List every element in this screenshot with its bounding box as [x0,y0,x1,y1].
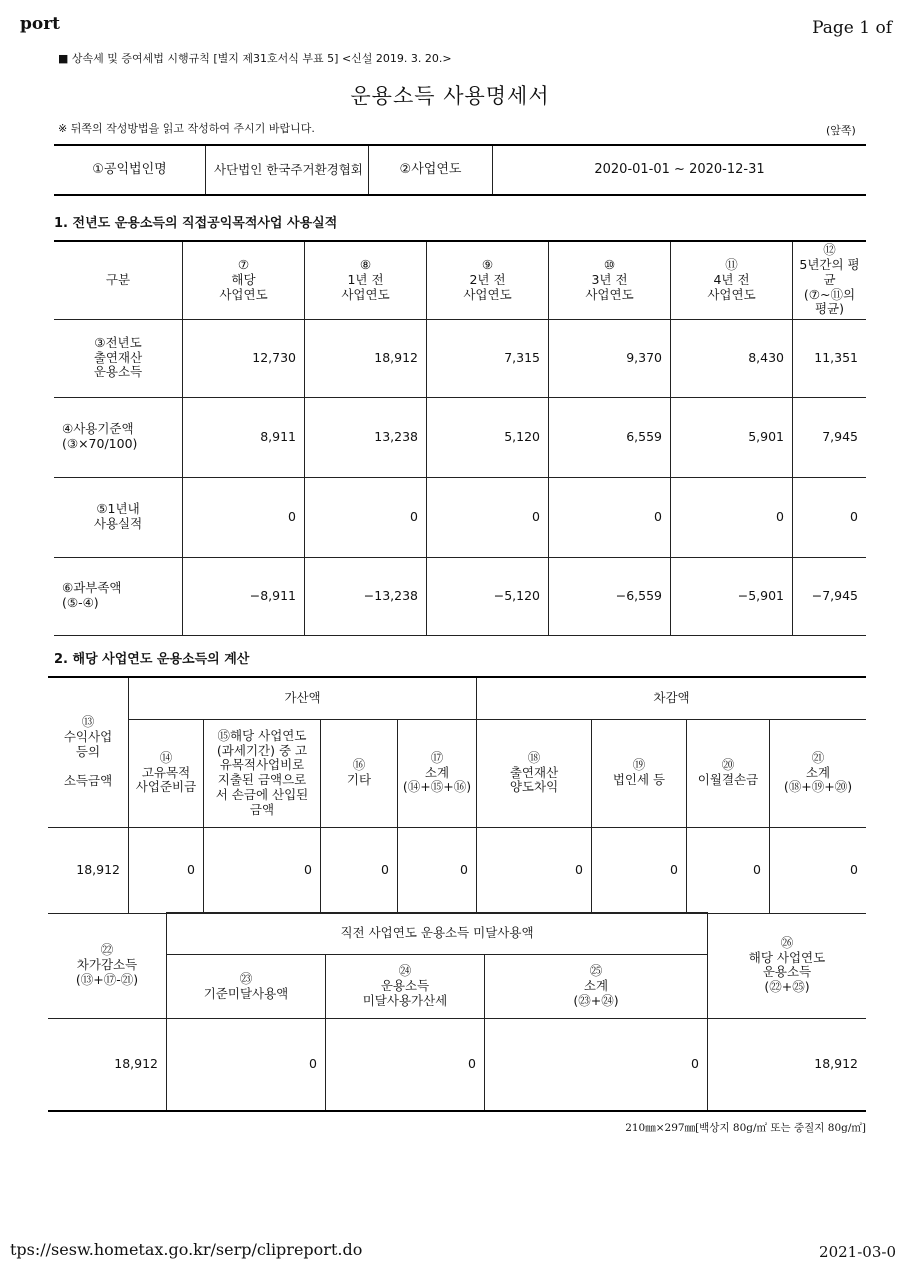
s1-row-label: ③전년도 출연재산 운용소득 [54,319,183,397]
s2-cell: 0 [167,1019,326,1111]
s2-header-capital-gain: ⑱ 출연재산 양도차익 [477,719,592,827]
s1-cell: −5,901 [671,557,793,635]
s1-cell: 0 [671,477,793,557]
s2-cell: 0 [477,827,592,913]
s2-group-additions: 가산액 [129,677,477,719]
document-title: 운용소득 사용명세서 [350,84,550,108]
s2-cell: 0 [321,827,398,913]
form-reference: ■ 상속세 및 증여세법 시행규칙 [별지 제31호서식 부표 5] <신설 2019. 3. 20.> [58,52,452,65]
s2-cell: 0 [326,1019,485,1111]
s2-group-prev-shortfall: 직전 사업연도 운용소득 미달사용액 [167,913,708,955]
fiscal-year-label: ②사업연도 [369,145,493,195]
s2-header-add-subtotal: ⑰ 소계 (⑭+⑮+⑯) [398,719,477,827]
s2-cell: 0 [592,827,687,913]
s2-header-net-income: ㉒ 차가감소득 (⑬+⑰-㉑) [48,913,167,1019]
s2-header-penalty-tax: ㉔ 운용소득 미달사용가산세 [326,955,485,1019]
s2-cell: 0 [129,827,204,913]
s1-cell: −7,945 [793,557,867,635]
section2-title: 2. 해당 사업연도 운용소득의 계산 [54,652,250,667]
s1-cell: 0 [305,477,427,557]
s1-cell: 7,315 [427,319,549,397]
s1-cell: 6,559 [549,397,671,477]
section1-title: 1. 전년도 운용소득의 직접공익목적사업 사용실적 [54,216,338,231]
s1-cell: −5,120 [427,557,549,635]
section1-table [54,240,866,636]
s1-cell: 0 [427,477,549,557]
s1-header-4y-prior: ⑪ 4년 전 사업연도 [671,241,793,319]
table-row [54,557,866,635]
s2-header-corp-tax: ⑲ 법인세 등 [592,719,687,827]
s2-cell: 0 [485,1019,708,1111]
s2-header-below-standard: ㉓ 기준미달사용액 [167,955,326,1019]
s2-header-sub-subtotal: ㉑ 소계 (⑱+⑲+⑳) [770,719,867,827]
s1-cell: 7,945 [793,397,867,477]
info-table [54,144,866,196]
s2-cell: 18,912 [708,1019,867,1111]
s1-cell: −13,238 [305,557,427,635]
s1-header-category: 구분 [54,241,183,319]
paper-spec-footnote: 210㎜×297㎜[백상지 80g/㎡ 또는 중질지 80g/㎡] [625,1122,866,1134]
table-row [54,397,866,477]
s1-cell: 18,912 [305,319,427,397]
table-row [48,1019,866,1111]
s1-cell: 9,370 [549,319,671,397]
table-row [54,477,866,557]
s1-header-3y-prior: ⑩ 3년 전 사업연도 [549,241,671,319]
table-row [48,827,866,913]
s1-row-label: ④사용기준액 (③×70/100) [54,397,183,477]
s1-row-label: ⑤1년내 사용실적 [54,477,183,557]
s2-cell: 0 [398,827,477,913]
s1-cell: 8,911 [183,397,305,477]
s1-row-label: ⑥과부족액 (⑤-④) [54,557,183,635]
instruction-note: ※ 뒤쪽의 작성방법을 읽고 작성하여 주시기 바랍니다. [58,122,315,135]
s1-cell: 0 [183,477,305,557]
s2-cell: 0 [687,827,770,913]
s2-header-operating-income: ㉖ 해당 사업연도 운용소득 (㉒+㉕) [708,913,867,1019]
table-row [54,319,866,397]
front-side-label: (앞쪽) [826,124,856,137]
s2-cell: 18,912 [48,827,129,913]
s1-cell: 13,238 [305,397,427,477]
section2-table [48,676,866,914]
s2-header-reserve: ⑭ 고유목적 사업준비금 [129,719,204,827]
s1-cell: 0 [793,477,867,557]
s1-cell: 11,351 [793,319,867,397]
s1-cell: 5,120 [427,397,549,477]
section2-table-b [48,912,866,1112]
corp-name-value: 사단법인 한국주거환경협회 [206,145,369,195]
s2-group-deductions: 차감액 [477,677,867,719]
browser-url: tps://sesw.hometax.go.kr/serp/clipreport.do [10,1240,363,1259]
s1-cell: 0 [549,477,671,557]
s1-header-5y-average: ⑫ 5년간의 평균 (⑦~⑪의 평균) [793,241,867,319]
corp-name-label: ①공익법인명 [54,145,206,195]
s1-cell: 8,430 [671,319,793,397]
s2-header-other: ⑯ 기타 [321,719,398,827]
s1-header-1y-prior: ⑧ 1년 전 사업연도 [305,241,427,319]
s2-header-business-income: ⑬ 수익사업 등의 소득금액 [48,677,129,827]
s1-cell: 5,901 [671,397,793,477]
s2-header-prev-subtotal: ㉕ 소계 (㉓+㉔) [485,955,708,1019]
s2-header-loss-carryforward: ⑳ 이월결손금 [687,719,770,827]
fiscal-year-value: 2020-01-01 ~ 2020-12-31 [493,145,867,195]
s1-cell: −8,911 [183,557,305,635]
s2-cell: 0 [204,827,321,913]
s2-cell: 0 [770,827,867,913]
browser-header-left: port [20,14,61,34]
s1-header-2y-prior: ⑨ 2년 전 사업연도 [427,241,549,319]
browser-page-indicator: Page 1 of [812,18,892,38]
s1-cell: 12,730 [183,319,305,397]
s1-header-current-year: ⑦ 해당 사업연도 [183,241,305,319]
s2-cell: 18,912 [48,1019,167,1111]
s1-cell: −6,559 [549,557,671,635]
browser-print-date: 2021-03-0 [819,1243,896,1261]
s2-header-expenses: ⑮해당 사업연도 (과세기간) 중 고 유목적사업비로 지출된 금액으로 서 손금에 산입된 금액 [204,719,321,827]
